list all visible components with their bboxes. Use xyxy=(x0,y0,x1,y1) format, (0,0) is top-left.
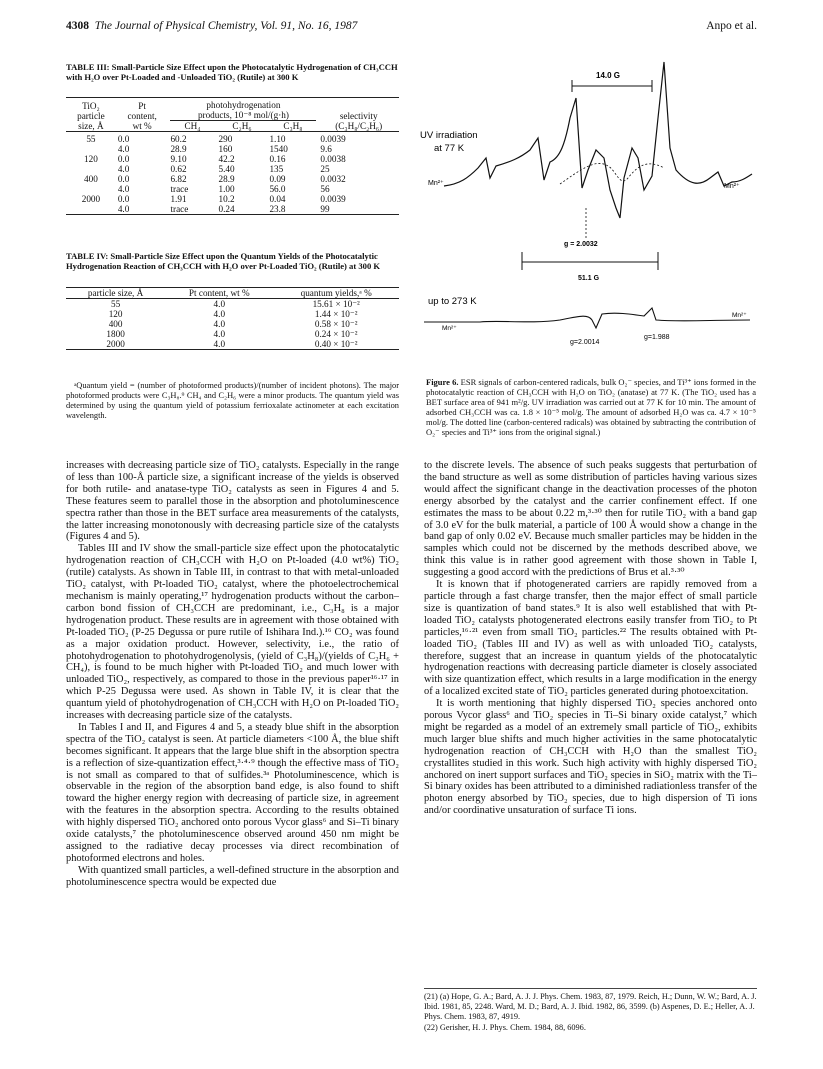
table-row xyxy=(66,309,399,319)
table-cell: 9.6 xyxy=(320,143,332,154)
journal-citation: The Journal of Physical Chemistry, Vol. 91, No. 16, 1987 xyxy=(94,20,358,32)
table-cell: 60.2 xyxy=(170,133,187,144)
table-cell: 0.04 xyxy=(269,193,286,204)
scale-bottom-label: 51.1 G xyxy=(578,275,600,282)
paragraph: It is known that if photogenerated carriers are rapidly removed from a particle through a fast charge transfer, then the major effect of small particle size is quantization of band states.⁹ It is also well established that with Pt-loaded TiO₂ catalysts photogenerated electrons easily transfer from TiO₂ to Pt particles,¹⁶·²¹ even from small TiO₂ particles.²² The results obtained with Pt-loaded TiO₂ (Tables III and IV) as well as with unloaded TiO₂ catalysts, therefore, suggest that an increase in quantum yields of the photocatalytic hydrogenation reactions with decreasing particle diameter is closely associated with size quantization effect, which results in a large modification in the energy of a localized excited state of TiO₂ particles generated during photoexcitation. xyxy=(424,579,757,698)
table-cell: 0.0 xyxy=(117,193,130,204)
spectrum-dotted-carbon xyxy=(560,163,664,184)
table-cell: 2000 xyxy=(106,339,125,349)
table-cell: 4.0 xyxy=(213,319,226,329)
t4-head-qy: quantum yields,ᵃ % xyxy=(300,288,372,298)
page-number: 4308 xyxy=(66,20,89,32)
table-cell: 120 xyxy=(108,309,123,319)
table-cell: 4.0 xyxy=(117,183,130,194)
page-header xyxy=(66,20,757,38)
table-row xyxy=(66,194,399,204)
label-uv: UV irradiation xyxy=(420,130,478,141)
table3-caption: TABLE III: Small-Particle Size Effect upon the Photocatalytic Hydrogenation of CH₃CCH with H₂O over Pt-Loaded and -Unloaded TiO₂ (Rutile) at 300 K xyxy=(66,62,398,83)
table-cell xyxy=(66,164,116,174)
paragraph: Tables III and IV show the small-particle size effect upon the photocatalytic hydrogenation reaction of CH₃CCH with H₂O on Pt-loaded (4.0 wt%) TiO₂ (rutile) catalysts. As shown in Table III, in contrast to that with metal-unloaded TiO₂ catalyst, with Pt-loaded TiO₂ catalyst, where the photoelectrochemical mechanism is mainly operating,¹⁷ hydrogenation products without the carbon–carbon bond fission of CH₃CCH are predominant, i.e., C₃H₈ is a major hydrogenation product. These results are in agreement with those obtained with Pt-loaded TiO₂ (P-25 Degussa or pure rutile of Ishihara Ind.).¹⁶ CO₂ was found as a major oxidation product. However, selectivity, i.e., the ratio of photohydrogenation to photohydrogenolysis, (yield of C₃H₈)/(yields of C₂H₆ + CH₄), is found to be much higher with Pt-loaded TiO₂ and much lower with unloaded TiO₂, respectively, as compared to those in the previous paper¹⁶·¹⁷ in which P-25 Degussa were used. As shown in Table IV, it is clear that the quantum yield of photohydrogenation of CH₃CCH with H₂O on Pt-loaded TiO₂ increases with decreasing particle size of the catalysts. xyxy=(66,543,399,722)
table-cell: 10.2 xyxy=(218,193,235,204)
paragraph: In Tables I and II, and Figures 4 and 5, a steady blue shift in the absorption spectra of the TiO₂ catalyst is seen. At particle diameters <100 Å, the blue shift becomes significant. It appears that the large blue shift in the absorption spectra is a reflection of size-quantization effect,³·⁴·⁹ though the effective mass of TiO₂ is not small as compared to that of sulfides.³ᵃ Photoluminescence, which is observable in the region of the absorption band edge, is also found to shift toward the higher energy region with decreasing of particle size, in agreement with the features in the absorption spectra. According to the results obtained with highly dispersed TiO₂ anchored onto porous Vycor glass⁶ and Si–Ti binary oxide catalysts,⁷ the photoluminescence observed around 450 nm might be assigned to the radiative decay processes via direct recombination of photoformed electrons and holes. xyxy=(66,721,399,864)
table-cell: 4.0 xyxy=(213,329,226,339)
table-cell: 0.40 × 10⁻² xyxy=(314,339,358,349)
table-cell: 0.0032 xyxy=(320,173,346,184)
paragraph: It is worth mentioning that highly dispersed TiO₂ species anchored onto porous Vycor glass⁶ and TiO₂ species in Ti–Si binary oxide catalyst,⁷ which might be regarded as a model of an extremely small particle of TiO₂, exhibits much larger blue shifts and much higher activities in the same photocatalytic hydrogenation reaction of CH₃CCH with H₂O than the smallest TiO₂ crystallites studied in this work. Such high activity with highly dispersed TiO₂ anchored on inert support surfaces and TiO₂ species in SiO₂ matrix with the Ti–Si binary oxides has been attributed to a diminished radiationless transfer of the photon energy absorbed by TiO₂ species, due to high dispersion of Ti ions and/or coordinative unsaturation of surface Ti ions. xyxy=(424,698,757,817)
label-g-top: g = 2.0032 xyxy=(564,241,598,248)
t3-head-c3h8: C₃H₈ xyxy=(283,121,303,131)
paragraph: increases with decreasing particle size of TiO₂ catalysts. Especially in the range of less than 100-Å particle size, a significant increase of the yields is observed for both rutile- and anatase-type TiO₂ catalysts as seen in Figures 4 and 5. These features seem to parallel those in the absorption and photoluminescence spectra rather than those in the BET surface area measurements of the catalysts, the latter increasing monotonously with decreasing particle size of the catalysts (Figures 4 and 5). xyxy=(66,460,399,543)
table-cell: 55 xyxy=(111,299,121,309)
table-cell: 15.61 × 10⁻² xyxy=(312,299,360,309)
t3-head-ch4: CH₄ xyxy=(184,121,201,131)
label-mn-right: Mn²⁺ xyxy=(724,183,740,190)
figure6-caption-label: Figure 6. xyxy=(426,377,459,387)
table-row xyxy=(66,184,399,194)
table-cell: 0.24 xyxy=(218,203,235,214)
t3-head-pt: Pt content, wt % xyxy=(127,100,157,131)
table-cell: 160 xyxy=(218,143,233,154)
table-cell: 400 xyxy=(84,173,98,184)
table-cell: 4.0 xyxy=(213,339,226,349)
table-cell: 0.62 xyxy=(170,163,187,174)
table-cell: 0.0039 xyxy=(320,193,346,204)
figure6-caption-text: ESR signals of carbon-centered radicals, bulk O₂⁻ species, and Ti³⁺ ions formed in the photocatalytic reaction of CH₃CCH with H₂O on TiO₂ (anatase) at 77 K. (The TiO₂ used has a BET surface area of 941 m²/g. UV irradiation was carried out at 77 K for 10 min. The amount of adsorbed CH₃CCH was ca. 1.8 × 10⁻⁵ mol/g. The amount of adsorbed H₂O was ca. 4.7 × 10⁻⁵ mol/g. The dotted line (carbon-centered radicals) was obtained by subtracting the contribution of O₂⁻ species and Ti³⁺ ions from the original signal.) xyxy=(426,377,756,438)
scale-top-label: 14.0 G xyxy=(596,71,621,80)
t3-head-size: TiO₂ particle size, Å xyxy=(77,100,105,131)
table-cell: 0.16 xyxy=(269,153,286,164)
table-cell: 55 xyxy=(86,133,96,144)
t3-head-selectivity: selectivity (C₃H₈/C₂H₆) xyxy=(335,110,383,131)
table3 xyxy=(66,97,399,215)
table-row xyxy=(66,131,399,144)
header-authors: Anpo et al. xyxy=(706,20,757,32)
t4-head-pt: Pt content, wt % xyxy=(188,288,250,298)
table-cell: 25 xyxy=(320,163,330,174)
table-row xyxy=(66,319,399,329)
table-cell: trace xyxy=(170,203,189,214)
figure6-esr-spectra xyxy=(420,58,760,374)
spectrum-273k xyxy=(424,308,750,328)
table-cell: 0.0 xyxy=(117,153,130,164)
paragraph: to the discrete levels. The absence of such peaks suggests that perturbation of the band structure as well as some distribution of particles having various sizes would affect the significant change in the deactivation processes of the photon energy absorbed by the catalyst and the carrier confinement effect. If one estimates the mass to be about 0.22 m,³·³⁰ then for rutile TiO₂ with a band gap of 3.0 eV for the bulk material, a particle of 100 Å would show a change in the band gap of only 0.02 eV. Because much smaller particles may be hidden in the samples which could not be discerned by the methods described above, we think this value is in rather good agreement with those shown in Table I, suggesting a good accord with the predictions of Brus et al.³·³⁰ xyxy=(424,460,757,579)
references-divider xyxy=(424,988,757,989)
table-cell xyxy=(66,144,116,154)
table4-footnote: ᵃQuantum yield = (number of photoformed products)/(number of incident photons). The major photoformed products were C₃H₈.⁹ CH₄ and C₂H₆ were a minor products. The quantum yield was determined by using the quantum yield of potassium ferrioxalate actinometer at each excitation wavelength. xyxy=(66,381,399,421)
table-row xyxy=(66,339,399,350)
table-row xyxy=(66,154,399,164)
table4 xyxy=(66,287,399,350)
table-row xyxy=(66,204,399,215)
table-cell: 0.58 × 10⁻² xyxy=(314,319,358,329)
label-mn-left-2: Mn²⁺ xyxy=(442,325,457,332)
table-cell: 6.82 xyxy=(170,173,187,184)
table-row xyxy=(66,174,399,184)
table-cell: 0.24 × 10⁻² xyxy=(314,329,358,339)
table-cell: 23.8 xyxy=(269,203,286,214)
table-cell: 2000 xyxy=(81,193,101,204)
table-row xyxy=(66,299,399,310)
table-row xyxy=(66,164,399,174)
reference-22: (22) Gerisher, H. J. Phys. Chem. 1984, 88, 6096. xyxy=(424,1023,586,1032)
t3-head-c2h6: C₂H₆ xyxy=(232,121,252,131)
table-cell: 4.0 xyxy=(117,163,130,174)
right-column-text xyxy=(424,460,757,817)
table-cell: 5.40 xyxy=(218,163,235,174)
left-column-text xyxy=(66,460,399,889)
label-mn-right-2: Mn²⁺ xyxy=(732,312,747,319)
table-cell: 4.0 xyxy=(213,299,226,309)
table-cell: 0.0038 xyxy=(320,153,346,164)
table-cell: 1.44 × 10⁻² xyxy=(314,309,358,319)
table-row xyxy=(66,144,399,154)
label-g2004: g=2.0014 xyxy=(570,339,600,346)
table-cell: 1540 xyxy=(269,143,288,154)
header-left xyxy=(66,20,357,32)
table-cell xyxy=(66,184,116,194)
table-cell: 28.9 xyxy=(170,143,187,154)
table-cell: 290 xyxy=(218,133,233,144)
table-cell: 0.0 xyxy=(117,133,130,144)
table-cell xyxy=(66,204,116,215)
references xyxy=(424,992,757,1034)
table-cell: 99 xyxy=(320,203,330,214)
label-273k: up to 273 K xyxy=(428,296,477,307)
label-mn-left: Mn²⁺ xyxy=(428,180,444,187)
spectrum-uv-77k xyxy=(444,62,752,218)
table-cell: 4.0 xyxy=(117,143,130,154)
table-cell: 56 xyxy=(320,183,330,194)
table-cell: 120 xyxy=(84,153,98,164)
t4-head-size: particle size, Å xyxy=(87,288,144,298)
table-cell: 400 xyxy=(108,319,123,329)
table-cell: 1.91 xyxy=(170,193,187,204)
table-row xyxy=(66,329,399,339)
label-77k: at 77 K xyxy=(434,143,465,154)
t3-head-products: photohydrogenation products, 10⁻⁸ mol/(g·h) xyxy=(168,98,318,122)
table-cell: 42.2 xyxy=(218,153,235,164)
table-cell: trace xyxy=(170,183,189,194)
table-cell: 4.0 xyxy=(117,203,130,214)
table-cell: 1800 xyxy=(106,329,125,339)
table-cell: 0.09 xyxy=(269,173,286,184)
table4-caption: TABLE IV: Small-Particle Size Effect upon the Quantum Yields of the Photocatalytic Hydrogenation Reaction of CH₃CCH with H₂O over Pt-Loaded TiO₂ (Rutile) at 300 K xyxy=(66,251,381,272)
table-cell: 4.0 xyxy=(213,309,226,319)
paragraph: With quantized small particles, a well-defined structure in the absorption and photoluminescence spectra would be expected due xyxy=(66,864,399,888)
figure6-caption xyxy=(426,377,756,438)
label-g1988: g=1.988 xyxy=(644,334,670,341)
table-cell: 9.10 xyxy=(170,153,187,164)
table-cell: 28.9 xyxy=(218,173,235,184)
table-cell: 135 xyxy=(269,163,284,174)
table-cell: 56.0 xyxy=(269,183,286,194)
table-cell: 1.00 xyxy=(218,183,235,194)
table-cell: 0.0039 xyxy=(320,133,346,144)
reference-21: (21) (a) Hope, G. A.; Bard, A. J. J. Phys. Chem. 1983, 87, 1979. Reich, H.; Dunn, W. W.; Bard, A. J. Ibid. 1981, 85, 2248. Ward, M. D.; Bard, A. J. Ibid. 1982, 86, 3599. (b) Aspenes, D. E.; Heller, A. J. Phys. Chem. 1983, 87, 4919. xyxy=(424,992,757,1021)
table-cell: 0.0 xyxy=(117,173,130,184)
table-cell: 1.10 xyxy=(269,133,286,144)
